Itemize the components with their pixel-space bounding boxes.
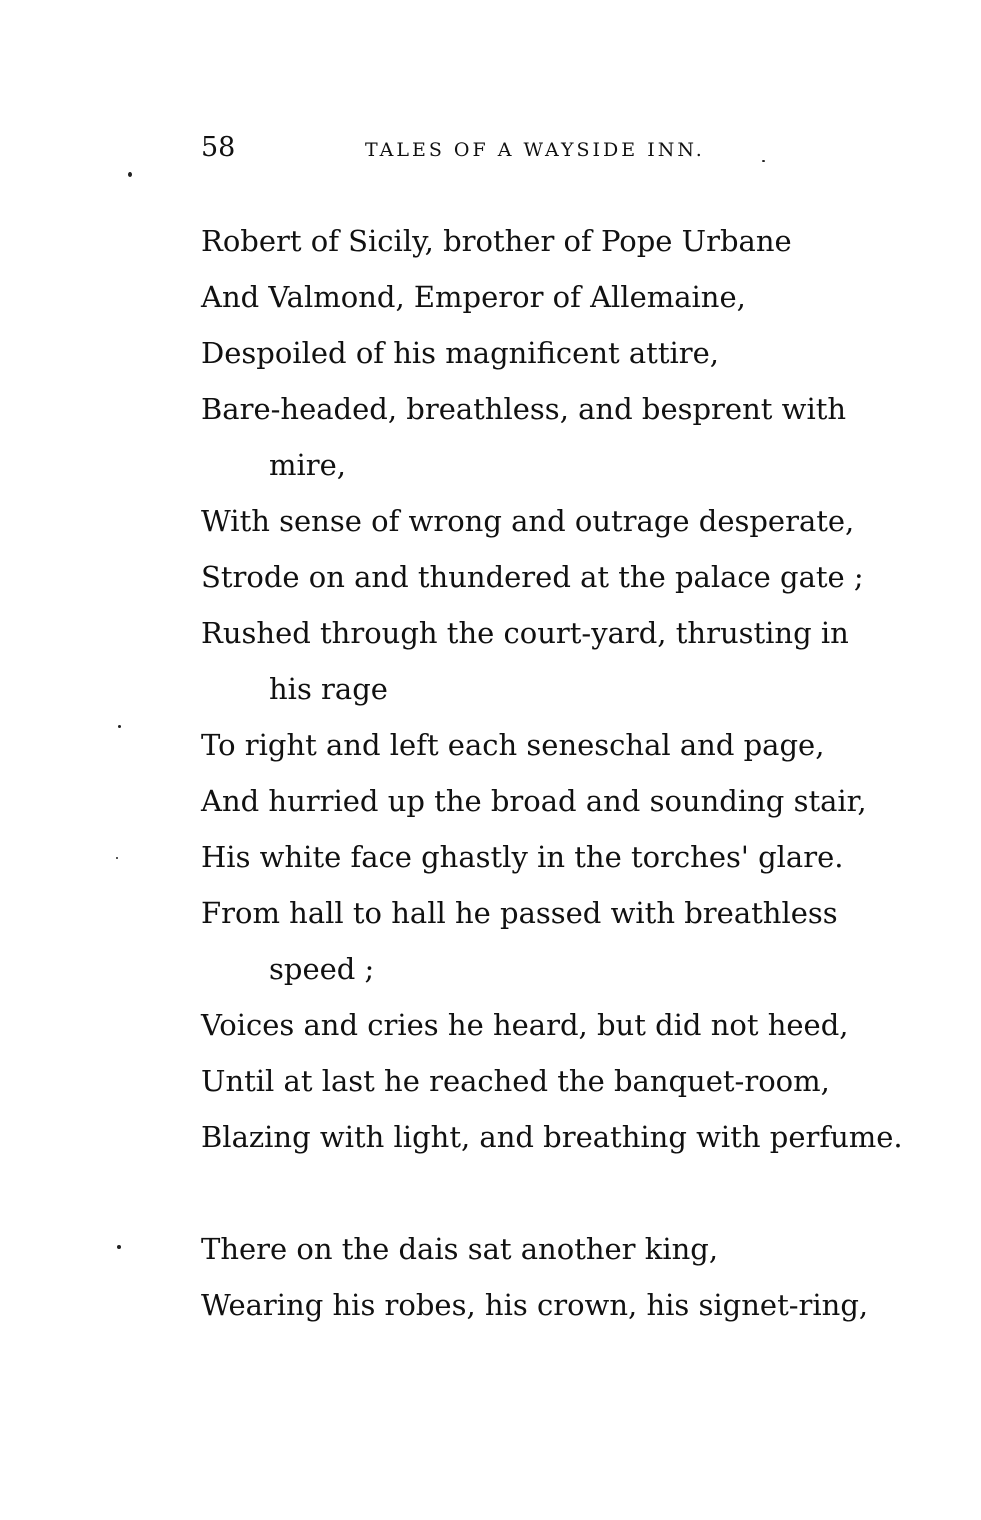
- verse-line: Strode on and thundered at the palace gate ;: [201, 560, 864, 594]
- scan-speck: [116, 857, 118, 859]
- verse-line-continuation: speed ;: [269, 952, 375, 986]
- verse-line: Rushed through the court-yard, thrusting in: [201, 616, 849, 650]
- scan-speck: [128, 172, 132, 177]
- verse-line: With sense of wrong and outrage desperate,: [201, 504, 855, 538]
- verse-line: Wearing his robes, his crown, his signet-ring,: [201, 1288, 869, 1322]
- scan-speck: [762, 160, 765, 162]
- verse-line: Until at last he reached the banquet-room,: [201, 1064, 830, 1098]
- verse-line-continuation: his rage: [269, 672, 388, 706]
- stanza-1: [201, 213, 901, 1165]
- verse-line: And Valmond, Emperor of Allemaine,: [201, 280, 746, 314]
- page-number: 58: [201, 132, 236, 163]
- verse-line: From hall to hall he passed with breathless: [201, 896, 838, 930]
- scan-speck: [118, 725, 121, 728]
- poem-text: [201, 213, 901, 1333]
- verse-line: Bare-headed, breathless, and besprent with: [201, 392, 847, 426]
- verse-line: Despoiled of his magnificent attire,: [201, 336, 719, 370]
- verse-line: To right and left each seneschal and page,: [201, 728, 825, 762]
- running-title: TALES OF A WAYSIDE INN.: [365, 139, 705, 161]
- verse-line: Robert of Sicily, brother of Pope Urbane: [201, 224, 792, 258]
- scan-speck: [117, 1245, 121, 1249]
- verse-line: And hurried up the broad and sounding stair,: [201, 784, 867, 818]
- verse-line: His white face ghastly in the torches' glare.: [201, 840, 844, 874]
- verse-line: Voices and cries he heard, but did not heed,: [201, 1008, 849, 1042]
- verse-line: There on the dais sat another king,: [201, 1232, 719, 1266]
- stanza-2: [201, 1221, 901, 1333]
- stanza-break: [201, 1165, 901, 1221]
- verse-line: Blazing with light, and breathing with perfume.: [201, 1120, 903, 1154]
- verse-line-continuation: mire,: [269, 448, 347, 482]
